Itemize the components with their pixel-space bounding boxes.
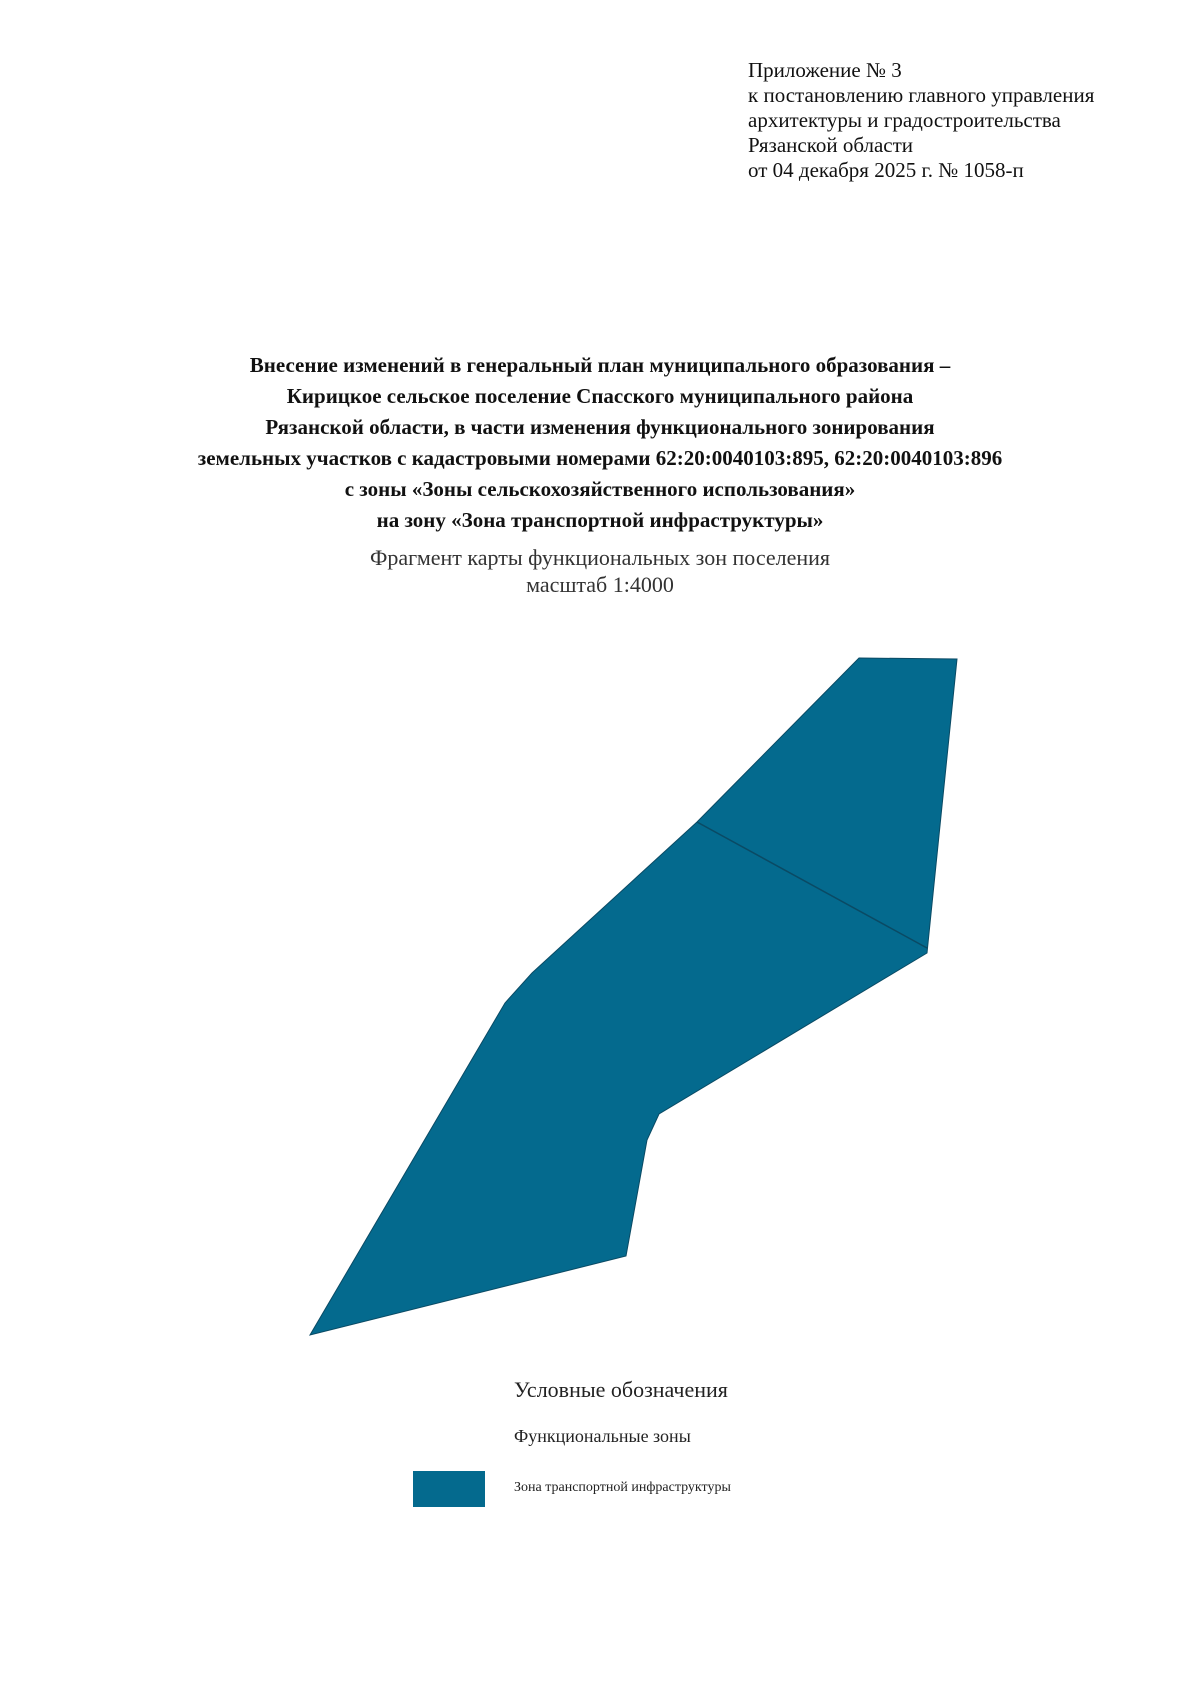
appendix-line: Рязанской области: [748, 133, 914, 157]
legend-section-title: Функциональные зоны: [514, 1426, 691, 1446]
legend-title: Условные обозначения: [514, 1377, 728, 1402]
title-line: Кирицкое сельское поселение Спасского муниципального района: [286, 384, 914, 408]
legend-swatch-transport-zone: [413, 1471, 485, 1507]
title-line: на зону «Зона транспортной инфраструктуры»: [376, 508, 824, 532]
legend-label-transport-zone: Зона транспортной инфраструктуры: [514, 1480, 731, 1495]
appendix-line: Приложение № 3: [748, 58, 902, 82]
title-line: с зоны «Зоны сельскохозяйственного использования»: [344, 477, 856, 501]
appendix-line: к постановлению главного управления: [748, 83, 1095, 107]
transport-zone-polygon: [310, 658, 957, 1335]
appendix-line: архитектуры и градостроительства: [748, 108, 1061, 132]
map-scale: масштаб 1:4000: [526, 572, 674, 597]
map-caption-title: Фрагмент карты функциональных зон поселения: [369, 545, 831, 570]
title-line: Рязанской области, в части изменения функционального зонирования: [265, 415, 935, 439]
title-line: земельных участков с кадастровыми номерами 62:20:0040103:895, 62:20:0040103:896: [197, 446, 1003, 470]
title-line: Внесение изменений в генеральный план муниципального образования –: [249, 353, 951, 377]
appendix-line: от 04 декабря 2025 г. № 1058-п: [748, 158, 1024, 182]
